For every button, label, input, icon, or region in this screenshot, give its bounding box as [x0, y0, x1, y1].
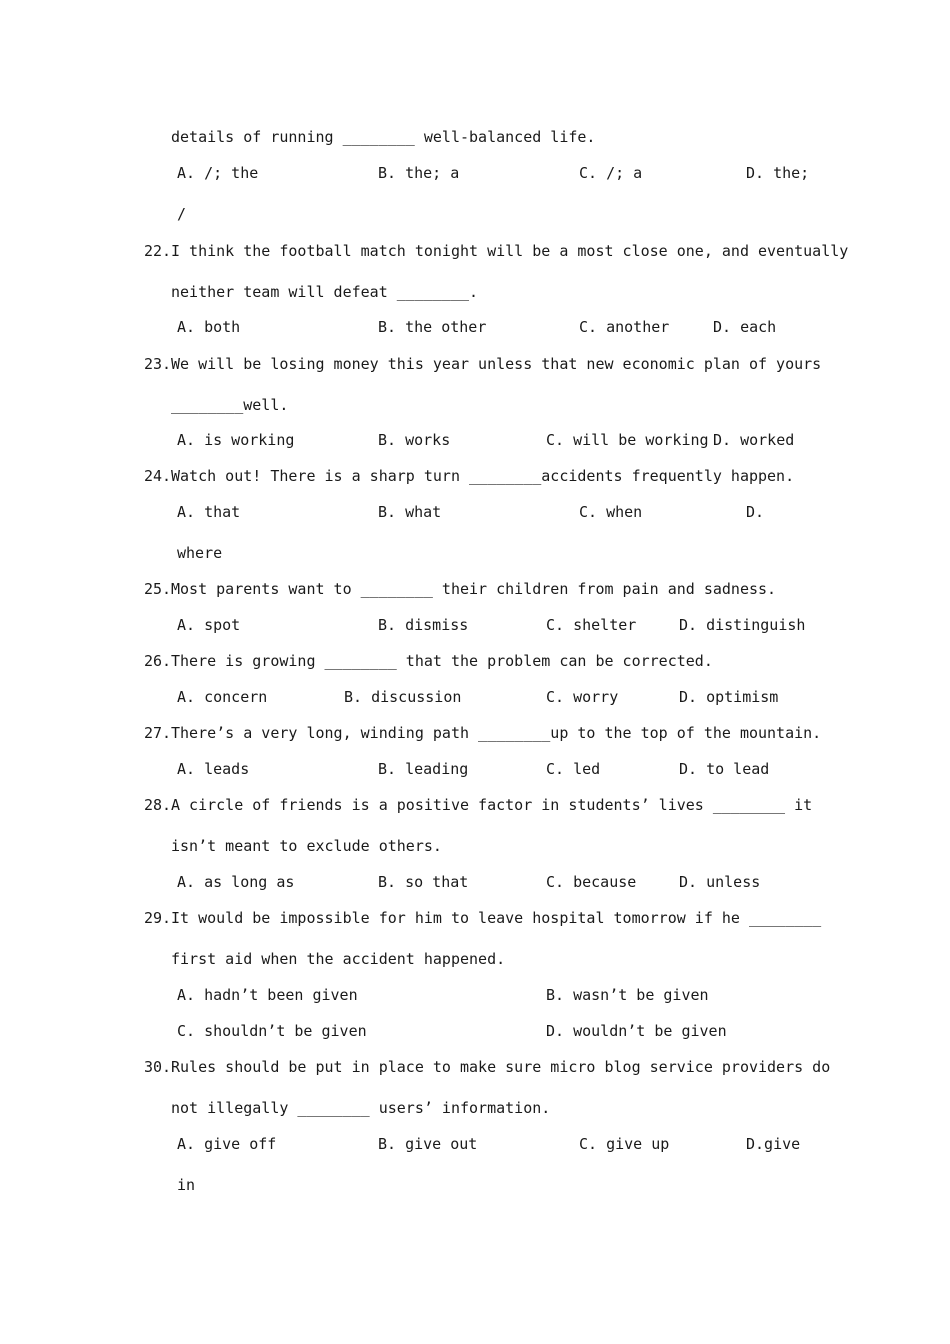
q23-option-c: C. will be working — [546, 431, 709, 449]
q26-option-c: C. worry — [546, 688, 619, 706]
q22-number: 22. — [144, 242, 172, 260]
q21-option-d-wrap: / — [177, 205, 187, 223]
q22-option-c: C. another — [579, 318, 670, 336]
q30-option-c: C. give up — [579, 1135, 670, 1153]
q25-option-b: B. dismiss — [378, 616, 469, 634]
q22-stem-line1: I think the football match tonight will be a most close one, and eventually — [171, 242, 849, 260]
q27-option-c: C. led — [546, 760, 601, 778]
q28-stem-line1: A circle of friends is a positive factor in students’ lives ________ it — [171, 796, 813, 814]
q27-option-b: B. leading — [378, 760, 469, 778]
q25-option-a: A. spot — [177, 616, 241, 634]
q30-stem-line2: not illegally ________ users’ information. — [171, 1099, 551, 1117]
q26-option-a: A. concern — [177, 688, 268, 706]
q30-number: 30. — [144, 1058, 172, 1076]
q29-option-c: C. shouldn’t be given — [177, 1022, 367, 1040]
q22-option-b: B. the other — [378, 318, 487, 336]
q30-option-d-wrap: in — [177, 1176, 196, 1194]
q28-option-b: B. so that — [378, 873, 469, 891]
q29-number: 29. — [144, 909, 172, 927]
q28-stem-line2: isn’t meant to exclude others. — [171, 837, 442, 855]
q25-stem: Most parents want to ________ their children from pain and sadness. — [171, 580, 777, 598]
q22-stem-line2: neither team will defeat ________. — [171, 283, 479, 301]
q25-option-c: C. shelter — [546, 616, 637, 634]
q21-option-a: A. /; the — [177, 164, 259, 182]
q30-option-a: A. give off — [177, 1135, 277, 1153]
q27-option-d: D. to lead — [679, 760, 770, 778]
q28-option-c: C. because — [546, 873, 637, 891]
q24-option-a: A. that — [177, 503, 241, 521]
q24-number: 24. — [144, 467, 172, 485]
q23-option-a: A. is working — [177, 431, 295, 449]
q24-option-b: B. what — [378, 503, 442, 521]
q30-option-d: D.give — [746, 1135, 801, 1153]
q29-option-a: A. hadn’t been given — [177, 986, 358, 1004]
q21-stem: details of running ________ well-balanced life. — [171, 128, 596, 146]
q23-option-d: D. worked — [713, 431, 795, 449]
q30-stem-line1: Rules should be put in place to make sure micro blog service providers do — [171, 1058, 831, 1076]
q24-option-d-wrap: where — [177, 544, 223, 562]
q23-stem-line1: We will be losing money this year unless that new economic plan of yours — [171, 355, 822, 373]
q26-stem: There is growing ________ that the problem can be corrected. — [171, 652, 713, 670]
q28-number: 28. — [144, 796, 172, 814]
q28-option-d: D. unless — [679, 873, 761, 891]
q23-stem-line2: ________well. — [171, 396, 289, 414]
q21-option-c: C. /; a — [579, 164, 643, 182]
q27-stem: There’s a very long, winding path ________up to the top of the mountain. — [171, 724, 822, 742]
q29-stem-line2: first aid when the accident happened. — [171, 950, 506, 968]
q29-option-b: B. wasn’t be given — [546, 986, 709, 1004]
q26-option-d: D. optimism — [679, 688, 779, 706]
q23-number: 23. — [144, 355, 172, 373]
q29-stem-line1: It would be impossible for him to leave hospital tomorrow if he ________ — [171, 909, 822, 927]
q25-option-d: D. distinguish — [679, 616, 806, 634]
q24-option-d: D. — [746, 503, 765, 521]
q22-option-d: D. each — [713, 318, 777, 336]
q25-number: 25. — [144, 580, 172, 598]
q24-stem: Watch out! There is a sharp turn ________accidents frequently happen. — [171, 467, 795, 485]
q28-option-a: A. as long as — [177, 873, 295, 891]
q27-option-a: A. leads — [177, 760, 250, 778]
q26-number: 26. — [144, 652, 172, 670]
q21-option-b: B. the; a — [378, 164, 460, 182]
q27-number: 27. — [144, 724, 172, 742]
q24-option-c: C. when — [579, 503, 643, 521]
q21-option-d: D. the; — [746, 164, 810, 182]
q29-option-d: D. wouldn’t be given — [546, 1022, 727, 1040]
q30-option-b: B. give out — [378, 1135, 478, 1153]
q26-option-b: B. discussion — [344, 688, 462, 706]
q23-option-b: B. works — [378, 431, 451, 449]
q22-option-a: A. both — [177, 318, 241, 336]
